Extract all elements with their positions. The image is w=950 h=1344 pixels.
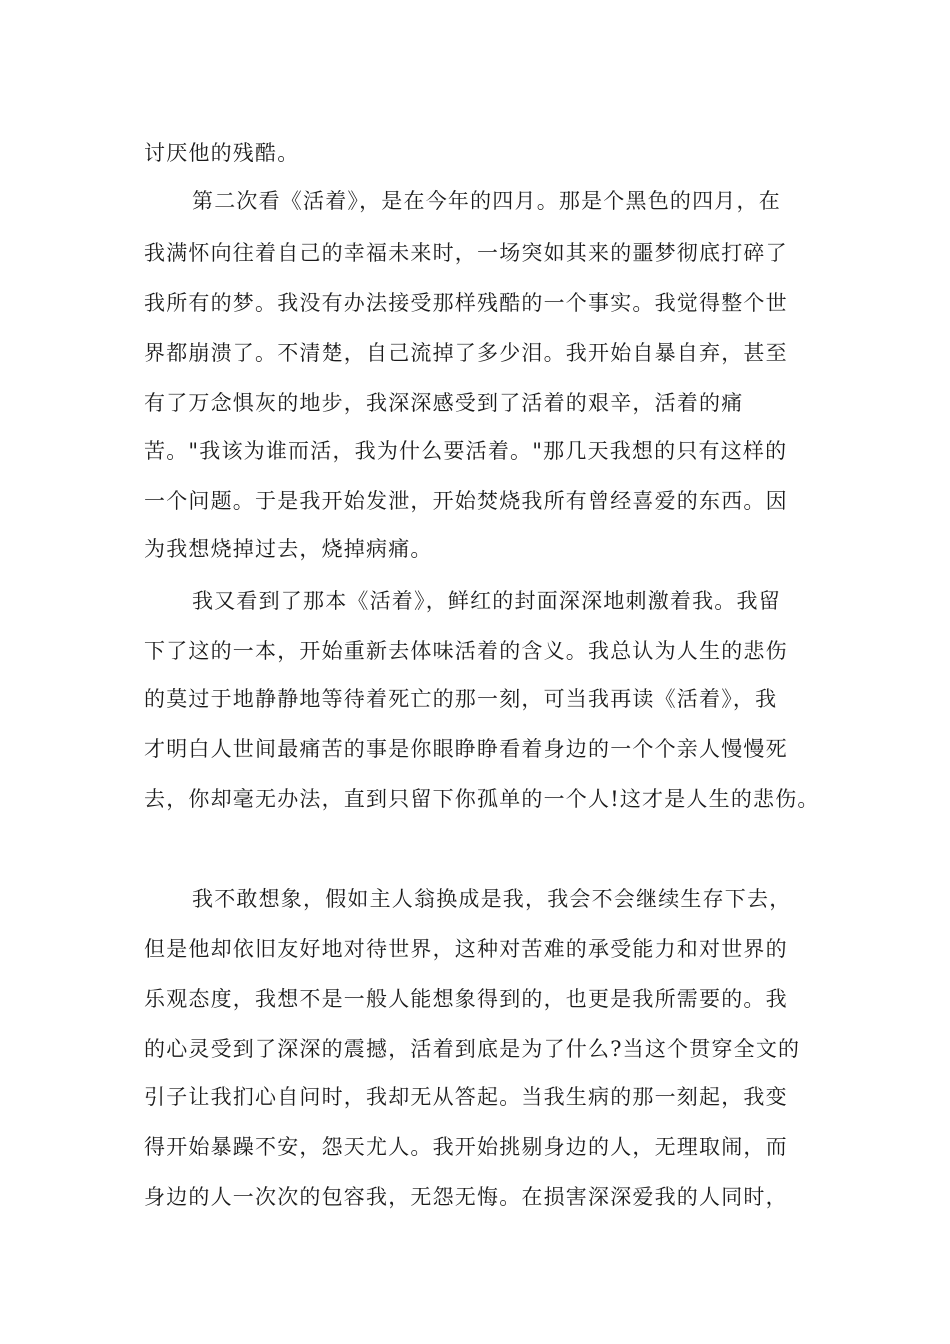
text-line: 讨厌他的残酷。	[144, 141, 300, 165]
text-line: 我所有的梦。我没有办法接受那样残酷的一个事实。我觉得整个世	[144, 291, 788, 315]
text-line: 下了这的一本，开始重新去体味活着的含义。我总认为人生的悲伤	[144, 639, 788, 663]
text-line: 我不敢想象，假如主人翁换成是我，我会不会继续生存下去，	[192, 887, 792, 911]
text-line: 身边的人一次次的包容我，无怨无悔。在损害深深爱我的人同时，	[144, 1185, 788, 1209]
text-line: 我满怀向往着自己的幸福未来时，一场突如其来的噩梦彻底打碎了	[144, 241, 788, 265]
text-line: 但是他却依旧友好地对待世界，这种对苦难的承受能力和对世界的	[144, 937, 788, 961]
text-line: 去，你却毫无办法，直到只留下你孤单的一个人!这才是人生的悲伤。	[144, 787, 820, 811]
text-line: 我又看到了那本《活着》，鲜红的封面深深地刺激着我。我留	[192, 589, 781, 613]
text-line: 引子让我扪心自问时，我却无从答起。当我生病的那一刻起，我变	[144, 1085, 788, 1109]
text-line: 的心灵受到了深深的震撼，活着到底是为了什么?当这个贯穿全文的	[144, 1037, 801, 1061]
text-line: 的莫过于地静静地等待着死亡的那一刻，可当我再读《活着》，我	[144, 687, 778, 711]
text-line: 得开始暴躁不安，怨天尤人。我开始挑剔身边的人，无理取闹，而	[144, 1135, 788, 1159]
text-line: 乐观态度，我想不是一般人能想象得到的，也更是我所需要的。我	[144, 987, 788, 1011]
text-line: 界都崩溃了。不清楚，自己流掉了多少泪。我开始自暴自弃，甚至	[144, 341, 788, 365]
text-line: 有了万念惧灰的地步，我深深感受到了活着的艰辛，活着的痛	[144, 391, 744, 415]
text-line: 一个问题。于是我开始发泄，开始焚烧我所有曾经喜爱的东西。因	[144, 489, 788, 513]
text-line: 才明白人世间最痛苦的事是你眼睁睁看着身边的一个个亲人慢慢死	[144, 737, 788, 761]
text-line: 苦。"我该为谁而活，我为什么要活着。"那几天我想的只有这样的	[144, 439, 788, 463]
text-line: 第二次看《活着》，是在今年的四月。那是个黑色的四月，在	[192, 189, 781, 213]
text-line: 为我想烧掉过去，烧掉病痛。	[144, 537, 433, 561]
